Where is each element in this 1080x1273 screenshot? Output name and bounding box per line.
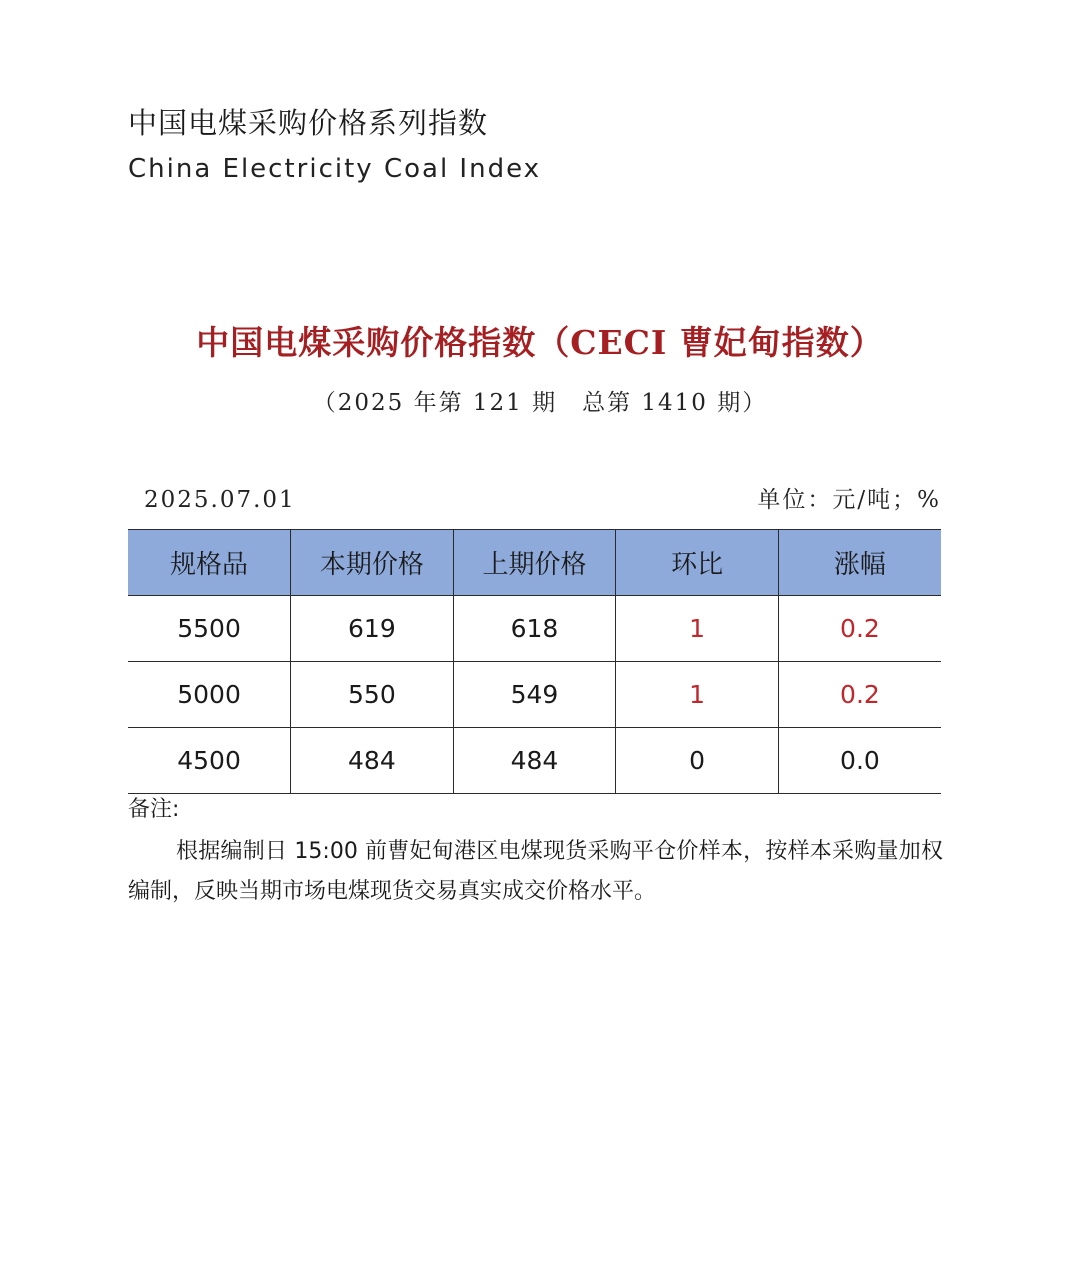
- table-row: [128, 728, 941, 794]
- cell-change-rate: 0.2: [778, 662, 941, 728]
- cell-grade: 5000: [128, 662, 291, 728]
- unit-label: 单位：元/吨；%: [757, 487, 941, 513]
- cell-change-rate: 0.0: [778, 728, 941, 794]
- cell-change: 0: [616, 728, 779, 794]
- cell-grade: 5500: [128, 596, 291, 662]
- table-header-row: [128, 530, 941, 596]
- cell-current-price: 484: [291, 728, 454, 794]
- table-row: [128, 662, 941, 728]
- header-current-price: 本期价格: [291, 530, 454, 596]
- cell-previous-price: 484: [453, 728, 616, 794]
- table-row: [128, 596, 941, 662]
- series-title-cn: 中国电煤采购价格系列指数: [128, 106, 489, 140]
- cell-previous-price: 549: [453, 662, 616, 728]
- issue-number: （2025 年第 121 期 总第 1410 期）: [312, 390, 768, 416]
- cell-change: 1: [616, 596, 779, 662]
- cell-current-price: 619: [291, 596, 454, 662]
- series-title-en: China Electricity Coal Index: [128, 154, 542, 184]
- cell-change-rate: 0.2: [778, 596, 941, 662]
- document-header: [128, 103, 541, 187]
- cell-change: 1: [616, 662, 779, 728]
- header-change: 环比: [616, 530, 779, 596]
- notes-section: [128, 792, 943, 912]
- header-change-rate: 涨幅: [778, 530, 941, 596]
- cell-grade: 4500: [128, 728, 291, 794]
- report-title: 中国电煤采购价格指数（CECI 曹妃甸指数）: [196, 323, 884, 362]
- cell-current-price: 550: [291, 662, 454, 728]
- header-previous-price: 上期价格: [453, 530, 616, 596]
- price-table: [128, 529, 941, 794]
- notes-label: 备注:: [128, 797, 180, 822]
- report-meta: [128, 480, 941, 520]
- cell-previous-price: 618: [453, 596, 616, 662]
- notes-text: 根据编制日 15:00 前曹妃甸港区电煤现货采购平仓价样本，按样本采购量加权编制，反映当期市场电煤现货交易真实成交价格水平。: [128, 839, 943, 904]
- header-grade: 规格品: [128, 530, 291, 596]
- report-date: 2025.07.01: [144, 487, 296, 513]
